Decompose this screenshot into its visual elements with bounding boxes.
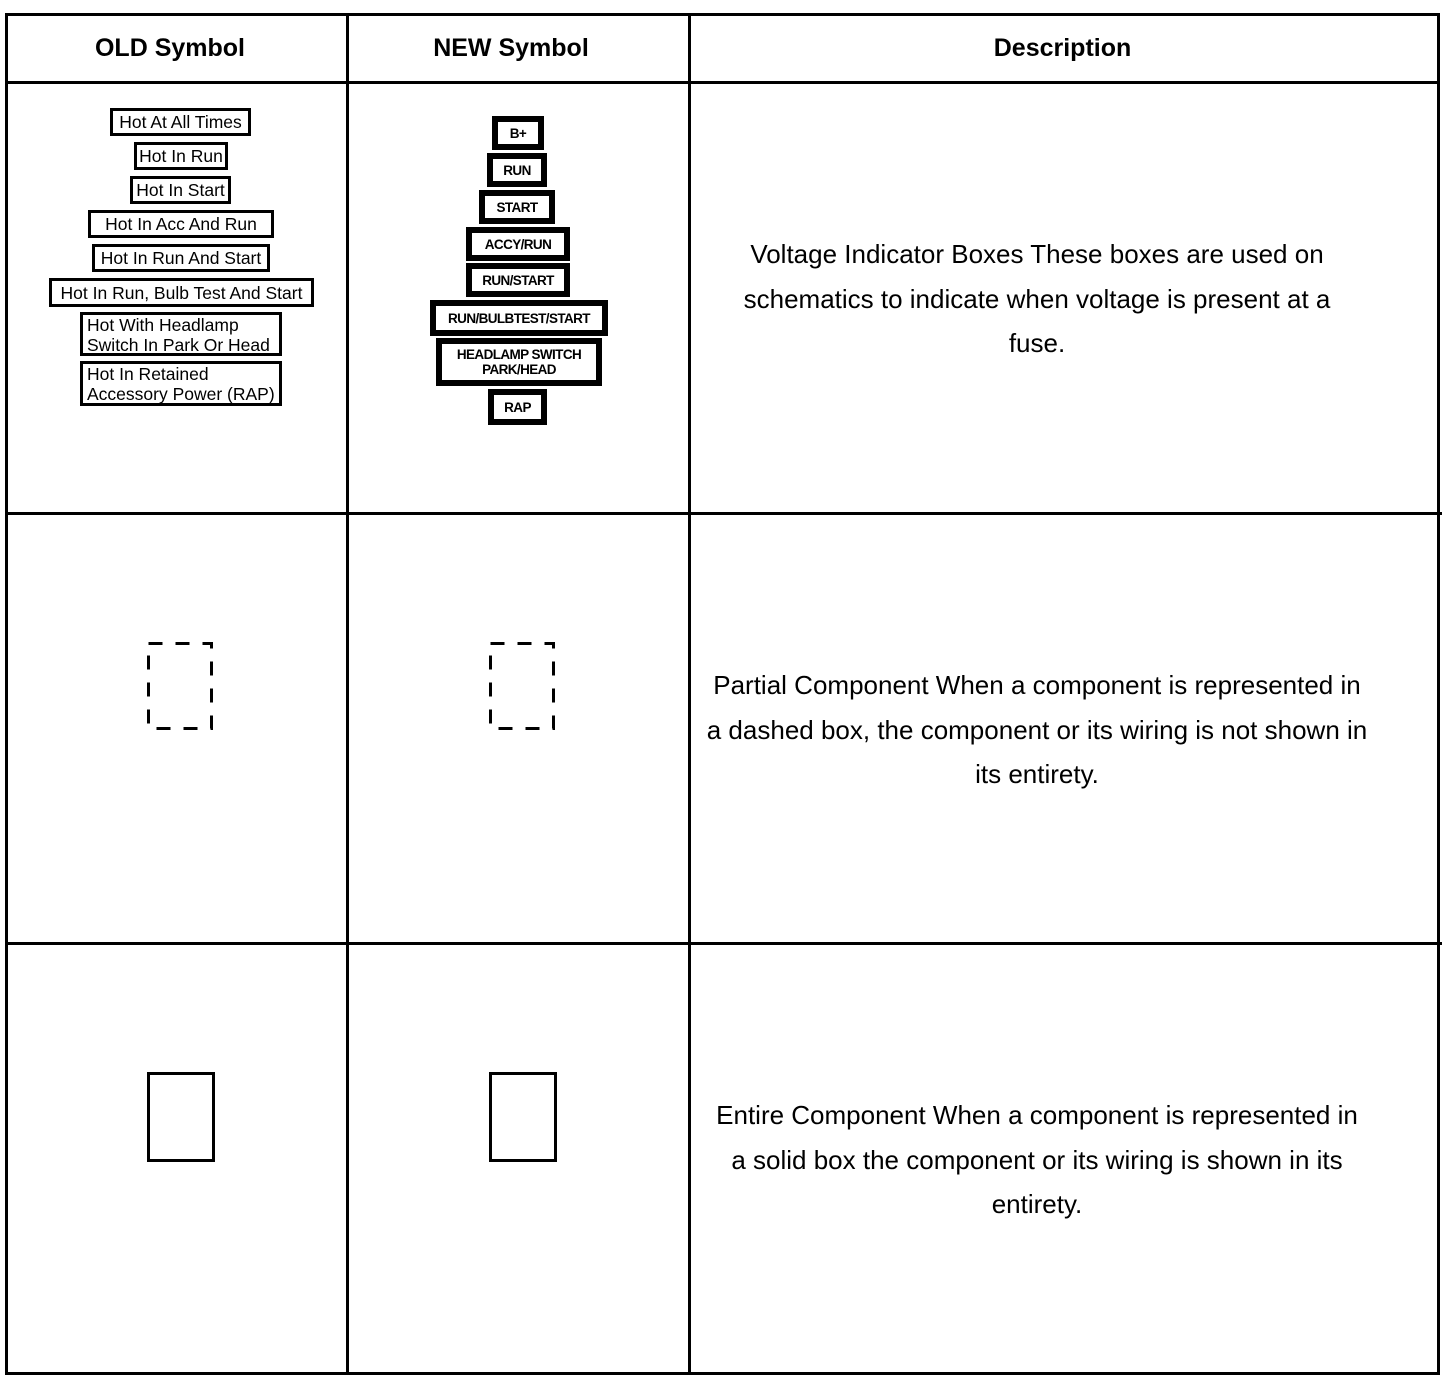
old-voltage-box-hot-at-all-times: Hot At All Times xyxy=(110,108,251,136)
old-voltage-box-hot-in-acc-and-run: Hot In Acc And Run xyxy=(88,210,274,238)
header-new-symbol: NEW Symbol xyxy=(433,33,589,62)
old-entire-component-solid-box xyxy=(147,1072,215,1162)
old-voltage-box-hot-in-run-and-start: Hot In Run And Start xyxy=(92,244,270,272)
description-partial-component: Partial Component When a component is represented in a dashed box, the component or its wiring is not shown in its entirety. xyxy=(706,670,1368,789)
new-voltage-box-start: START xyxy=(479,190,555,224)
description-voltage-indicator-boxes: Voltage Indicator Boxes These boxes are used on schematics to indicate when voltage is present at a fuse. xyxy=(743,239,1331,358)
description-entire-component: Entire Component When a component is represented in a solid box the component or its wiring is shown in its entirety. xyxy=(716,1100,1358,1219)
old-voltage-box-hot-in-run: Hot In Run xyxy=(134,142,228,170)
new-entire-component-solid-box xyxy=(489,1072,557,1162)
new-voltage-box-headlamp-switch: HEADLAMP SWITCH PARK/HEAD xyxy=(436,338,602,386)
new-voltage-box-accy-run: ACCY/RUN xyxy=(466,227,570,261)
new-voltage-box-rap: RAP xyxy=(488,389,547,425)
column-divider-1 xyxy=(346,14,349,1375)
header-old-symbol: OLD Symbol xyxy=(94,33,245,62)
new-voltage-box-run: RUN xyxy=(487,153,547,187)
old-voltage-box-hot-in-start: Hot In Start xyxy=(130,176,231,204)
row-divider-1 xyxy=(5,512,1442,515)
row-divider-2 xyxy=(5,942,1442,945)
new-partial-component-dashed-box xyxy=(489,642,555,730)
old-voltage-box-hot-in-run-bulb-test-and-start: Hot In Run, Bulb Test And Start xyxy=(49,278,314,307)
old-partial-component-dashed-box xyxy=(147,642,213,730)
column-divider-2 xyxy=(688,14,691,1375)
table-border-bottom xyxy=(5,1372,1440,1375)
table-border-right xyxy=(1437,14,1440,1375)
header-description: Description xyxy=(993,33,1132,62)
new-voltage-box-b-plus: B+ xyxy=(492,116,544,150)
new-voltage-box-run-start: RUN/START xyxy=(466,263,570,297)
new-voltage-box-run-bulbtest-start: RUN/BULBTEST/START xyxy=(430,300,608,336)
table-border-left xyxy=(5,14,8,1375)
old-voltage-box-hot-with-headlamp: Hot With Headlamp Switch In Park Or Head xyxy=(80,312,282,356)
old-voltage-box-hot-in-retained-accessory-power: Hot In Retained Accessory Power (RAP) xyxy=(80,361,282,406)
